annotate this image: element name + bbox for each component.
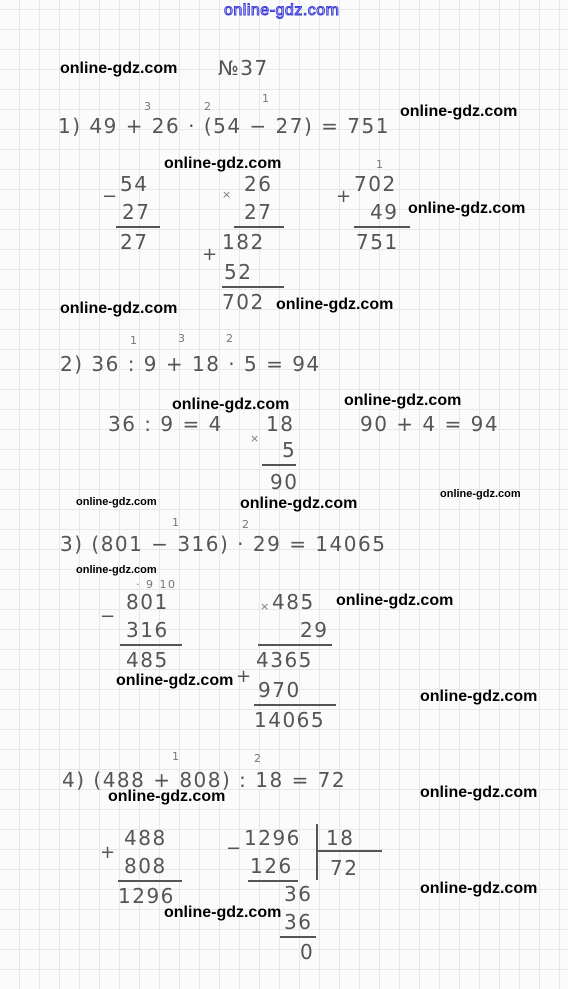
- addition-term-a: 488: [124, 826, 167, 850]
- addition-result: 751: [356, 230, 399, 254]
- subtraction-result: 485: [126, 648, 169, 672]
- watermark: online-gdz.com: [400, 103, 518, 120]
- multiplication-factor-b: 27: [244, 200, 273, 224]
- order-mark: 2: [204, 100, 213, 113]
- watermark: online-gdz.com: [76, 496, 157, 508]
- watermark: online-gdz.com: [420, 880, 538, 897]
- watermark: online-gdz.com: [60, 300, 178, 317]
- subtraction-subtrahend: 27: [122, 200, 151, 224]
- carry-mark: 1: [376, 158, 385, 171]
- order-mark: 2: [226, 332, 235, 345]
- division-subtract-2: 36: [284, 910, 313, 934]
- subtraction-minuend: 801: [126, 590, 169, 614]
- order-mark: 3: [178, 332, 187, 345]
- division-step: 36 : 9 = 4: [108, 412, 223, 436]
- multiplication-partial-2: 52: [224, 260, 253, 284]
- subtraction-result: 27: [120, 230, 149, 254]
- order-mark: 1: [262, 92, 271, 105]
- multiplication-result: 14065: [254, 708, 326, 732]
- multiplication-factor-a: 26: [244, 172, 273, 196]
- subtraction-subtrahend: 316: [126, 618, 169, 642]
- multiplication-factor-a: 485: [272, 590, 315, 614]
- order-mark: 1: [130, 334, 139, 347]
- problem-2-expression: 2) 36 : 9 + 18 · 5 = 94: [60, 352, 321, 376]
- order-mark: 3: [144, 100, 153, 113]
- addition-sign: +: [100, 842, 117, 863]
- addition-term-a: 702: [354, 172, 397, 196]
- multiplication-factor-b: 5: [282, 438, 297, 462]
- watermark: online-gdz.com: [420, 688, 538, 705]
- division-subtract-1: 126: [250, 854, 293, 878]
- multiplication-sign: ×: [222, 188, 233, 201]
- exercise-number: №37: [218, 56, 269, 80]
- watermark: online-gdz.com: [60, 60, 178, 77]
- top-watermark: online-gdz.com: [224, 2, 340, 19]
- division-quotient: 72: [330, 856, 359, 880]
- addition-sign: +: [336, 186, 353, 207]
- watermark: online-gdz.com: [108, 788, 226, 805]
- problem-1-expression: 1) 49 + 26 · (54 − 27) = 751: [58, 114, 390, 138]
- watermark: online-gdz.com: [164, 155, 282, 172]
- multiplication-sign: ×: [260, 600, 271, 613]
- addition-result: 1296: [118, 884, 175, 908]
- division-line: [316, 850, 382, 852]
- watermark: online-gdz.com: [164, 904, 282, 921]
- multiplication-factor-a: 18: [266, 412, 295, 436]
- plus-sign: +: [202, 244, 219, 265]
- addition-term-b: 49: [370, 200, 399, 224]
- sum-step: 90 + 4 = 94: [360, 412, 500, 436]
- order-mark: 2: [242, 518, 251, 531]
- multiplication-result: 702: [222, 290, 265, 314]
- division-bracket: [316, 824, 318, 880]
- plus-sign: +: [236, 666, 253, 687]
- watermark: online-gdz.com: [440, 488, 521, 500]
- division-line: [280, 936, 316, 938]
- multiplication-result: 90: [270, 470, 299, 494]
- multiplication-partial-1: 182: [222, 230, 265, 254]
- multiplication-line: [222, 286, 284, 288]
- watermark: online-gdz.com: [276, 296, 394, 313]
- multiplication-line: [234, 226, 284, 228]
- subtraction-sign: −: [102, 186, 119, 207]
- subtraction-sign: −: [100, 606, 117, 627]
- multiplication-line: [254, 704, 336, 706]
- watermark: online-gdz.com: [76, 564, 157, 576]
- multiplication-line: [262, 464, 296, 466]
- order-mark: 2: [254, 752, 263, 765]
- addition-term-b: 808: [124, 854, 167, 878]
- multiplication-line: [258, 644, 332, 646]
- watermark: online-gdz.com: [344, 392, 462, 409]
- watermark: online-gdz.com: [336, 592, 454, 609]
- problem-4-expression: 4) (488 + 808) : 18 = 72: [62, 768, 347, 792]
- division-divisor: 18: [326, 826, 355, 850]
- watermark: online-gdz.com: [116, 672, 234, 689]
- watermark: online-gdz.com: [420, 784, 538, 801]
- order-mark: 1: [172, 750, 181, 763]
- order-mark: 1: [172, 516, 181, 529]
- watermark: online-gdz.com: [240, 495, 358, 512]
- addition-line: [354, 226, 410, 228]
- multiplication-partial-1: 4365: [256, 648, 313, 672]
- borrow-marks: · 9 10: [136, 578, 177, 591]
- division-remainder-1: 36: [284, 882, 313, 906]
- multiplication-sign: ×: [250, 432, 261, 445]
- addition-line: [118, 880, 182, 882]
- division-minus-sign: −: [226, 838, 243, 859]
- watermark: online-gdz.com: [408, 200, 526, 217]
- subtraction-minuend: 54: [120, 172, 149, 196]
- problem-3-expression: 3) (801 − 316) · 29 = 14065: [60, 532, 387, 556]
- subtraction-line: [116, 226, 160, 228]
- watermark: online-gdz.com: [172, 396, 290, 413]
- subtraction-line: [120, 644, 182, 646]
- multiplication-partial-2: 970: [258, 678, 301, 702]
- multiplication-factor-b: 29: [300, 618, 329, 642]
- division-remainder-2: 0: [300, 940, 315, 964]
- division-dividend: 1296: [244, 826, 301, 850]
